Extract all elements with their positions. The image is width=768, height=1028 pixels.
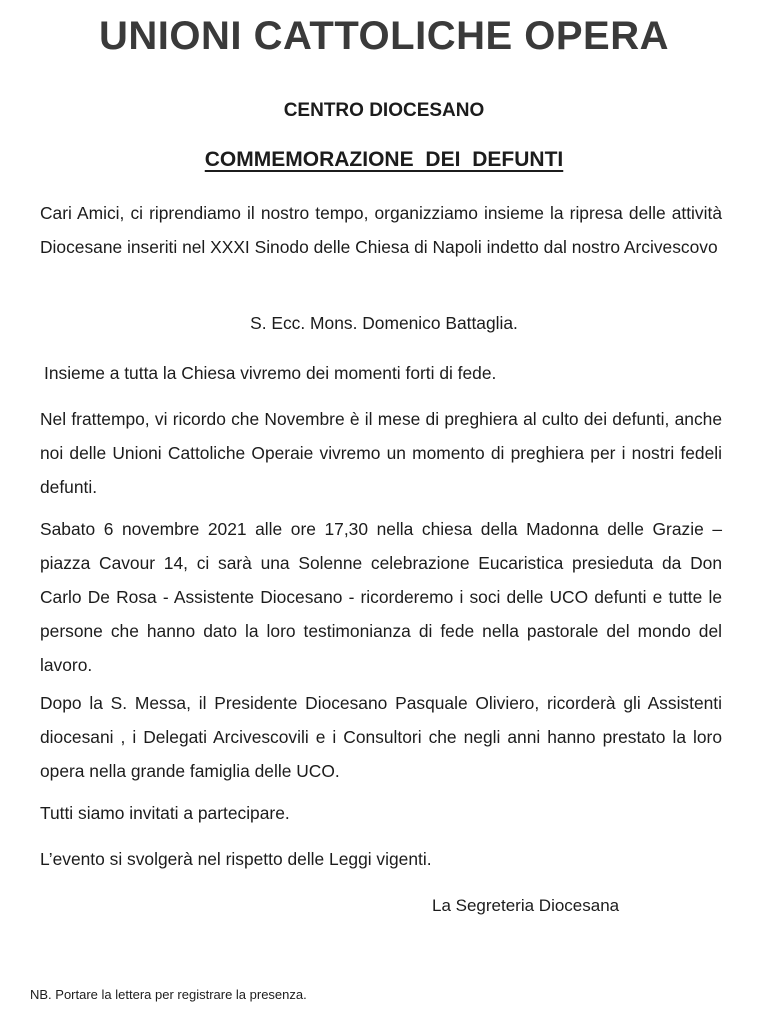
paragraph-invitation: Tutti siamo invitati a partecipare. <box>40 803 290 823</box>
archbishop-name: S. Ecc. Mons. Domenico Battaglia. <box>250 313 518 333</box>
paragraph-president: Dopo la S. Messa, il Presidente Diocesano Pasquale Oliviero, ricorderà gli Assistenti diocesani , i Delegati Arcivescovili e i Consultori che negli anni hanno prestato la loro opera nella grande famiglia delle UCO. <box>40 693 722 781</box>
paragraph-november: Nel frattempo, vi ricordo che Novembre è il mese di preghiera al culto dei defunti, anche noi delle Unioni Cattoliche Operaie vivremo un momento di preghiera per i nostri fedeli defunti. <box>40 409 722 497</box>
paragraph-intro: Cari Amici, ci riprendiamo il nostro tempo, organizziamo insieme la ripresa delle attività Diocesane inseriti nel XXXI Sinodo delle Chiesa di Napoli indetto dal nostro Arcivescovo <box>40 203 722 257</box>
letter-heading-text: COMMEMORAZIONE DEI DEFUNTI <box>204 148 564 171</box>
letter-heading <box>0 148 768 172</box>
paragraph-faith: Insieme a tutta la Chiesa vivremo dei momenti forti di fede. <box>44 363 497 383</box>
signature: La Segreteria Diocesana <box>432 896 620 915</box>
paragraph-regulations: L’evento si svolgerà nel rispetto delle Leggi vigenti. <box>40 849 432 869</box>
paragraph-event-details: Sabato 6 novembre 2021 alle ore 17,30 nella chiesa della Madonna delle Grazie – piazza Cavour 14, ci sarà una Solenne celebrazione Eucaristica presieduta da Don Carlo De Rosa - Assistente Diocesano - ricorderemo i soci delle UCO defunti e tutte le persone che hanno dato la loro testimonianza di fede nella pastorale del mondo del lavoro. <box>40 519 722 675</box>
center-subtitle: CENTRO DIOCESANO <box>283 100 485 121</box>
footer-note: NB. Portare la lettera per registrare la presenza. <box>30 987 307 1002</box>
organization-title: UNIONI CATTOLICHE OPERA <box>98 14 670 58</box>
